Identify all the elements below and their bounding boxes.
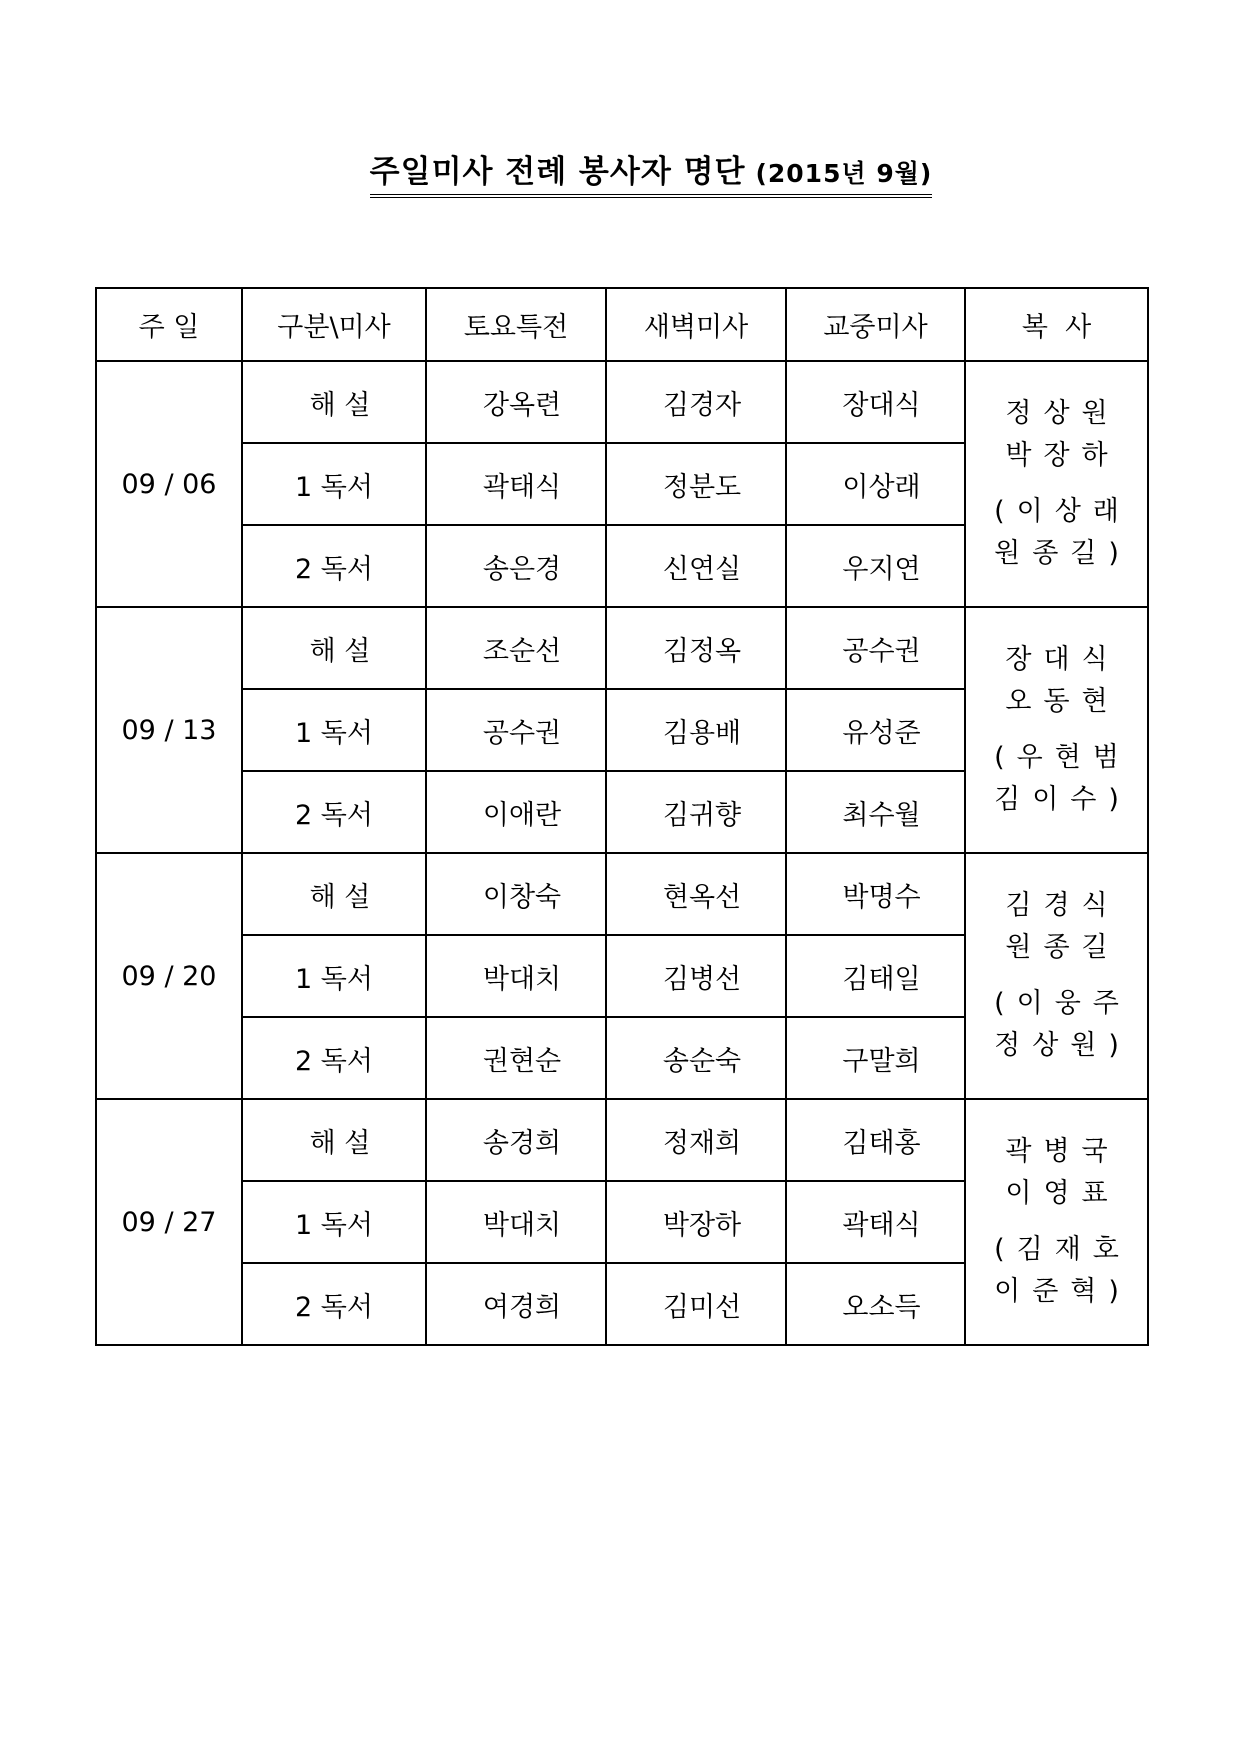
main-mass-reader: 최수월	[786, 771, 965, 853]
main-mass-reader: 공수권	[786, 607, 965, 689]
table-row	[96, 361, 1148, 443]
main-mass-reader: 오소득	[786, 1263, 965, 1345]
week-date: 09 / 27	[96, 1099, 242, 1345]
title-year: (2015년 9월)	[755, 159, 933, 188]
week-date: 09 / 06	[96, 361, 242, 607]
server-gap	[966, 477, 1147, 491]
main-mass-reader: 이상래	[786, 443, 965, 525]
dawn-mass-reader: 정분도	[606, 443, 786, 525]
saturday-mass-reader: 송은경	[426, 525, 606, 607]
altar-server-name: 이준혁)	[994, 1276, 1131, 1307]
roster-table	[95, 287, 1149, 1346]
header-week: 주 일	[96, 288, 242, 361]
altar-server-name: (우현범	[994, 742, 1131, 773]
saturday-mass-reader: 조순선	[426, 607, 606, 689]
altar-server-name: 김이수)	[994, 784, 1131, 815]
roster-body	[96, 361, 1148, 1345]
dawn-mass-reader: 신연실	[606, 525, 786, 607]
dawn-mass-reader: 김미선	[606, 1263, 786, 1345]
altar-server-name: 정상원)	[994, 1030, 1131, 1061]
dawn-mass-reader: 김귀향	[606, 771, 786, 853]
week-date: 09 / 13	[96, 607, 242, 853]
server-gap	[966, 723, 1147, 737]
dawn-mass-reader: 박장하	[606, 1181, 786, 1263]
main-mass-reader: 박명수	[786, 853, 965, 935]
main-mass-reader: 우지연	[786, 525, 965, 607]
altar-server-name: 장대식	[1005, 644, 1120, 675]
altar-server-name: 박장하	[1005, 440, 1120, 471]
dawn-mass-reader: 현옥선	[606, 853, 786, 935]
role-cell: 2 독서	[242, 1263, 426, 1345]
header-altar-servers: 복 사	[965, 288, 1148, 361]
altar-server-name: 원종길	[1005, 932, 1120, 963]
saturday-mass-reader: 공수권	[426, 689, 606, 771]
role-cell: 1 독서	[242, 443, 426, 525]
saturday-mass-reader: 이창숙	[426, 853, 606, 935]
table-row	[96, 607, 1148, 689]
dawn-mass-reader: 정재희	[606, 1099, 786, 1181]
main-mass-reader: 유성준	[786, 689, 965, 771]
altar-server-name: 이영표	[1005, 1178, 1120, 1209]
dawn-mass-reader: 김용배	[606, 689, 786, 771]
table-row	[96, 853, 1148, 935]
header-category: 구분\미사	[242, 288, 426, 361]
main-mass-reader: 구말희	[786, 1017, 965, 1099]
saturday-mass-reader: 박대치	[426, 1181, 606, 1263]
saturday-mass-reader: 강옥련	[426, 361, 606, 443]
altar-server-name: (이웅주	[994, 988, 1131, 1019]
header-dawn-mass: 새벽미사	[606, 288, 786, 361]
main-mass-reader: 곽태식	[786, 1181, 965, 1263]
main-mass-reader: 김태홍	[786, 1099, 965, 1181]
dawn-mass-reader: 김병선	[606, 935, 786, 1017]
altar-servers-cell	[965, 607, 1148, 853]
server-gap	[966, 1215, 1147, 1229]
altar-server-name: 오동현	[1005, 686, 1120, 717]
role-cell: 해 설	[242, 1099, 426, 1181]
week-date: 09 / 20	[96, 853, 242, 1099]
role-cell: 2 독서	[242, 525, 426, 607]
title-text: 주일미사 전례 봉사자 명단	[369, 154, 746, 190]
title-container	[0, 146, 1240, 198]
header-main-mass: 교중미사	[786, 288, 965, 361]
altar-server-name: 정상원	[1005, 398, 1120, 429]
saturday-mass-reader: 이애란	[426, 771, 606, 853]
dawn-mass-reader: 김정옥	[606, 607, 786, 689]
altar-servers-cell	[965, 853, 1148, 1099]
table-row	[96, 1099, 1148, 1181]
dawn-mass-reader: 송순숙	[606, 1017, 786, 1099]
altar-server-name: (김재호	[994, 1234, 1131, 1265]
header-saturday-mass: 토요특전	[426, 288, 606, 361]
role-cell: 2 독서	[242, 771, 426, 853]
altar-server-name: (이상래	[994, 496, 1131, 527]
dawn-mass-reader: 김경자	[606, 361, 786, 443]
role-cell: 해 설	[242, 607, 426, 689]
altar-servers-cell	[965, 1099, 1148, 1345]
role-cell: 1 독서	[242, 689, 426, 771]
saturday-mass-reader: 박대치	[426, 935, 606, 1017]
main-mass-reader: 김태일	[786, 935, 965, 1017]
role-cell: 1 독서	[242, 1181, 426, 1263]
altar-server-name: 곽병국	[1005, 1136, 1120, 1167]
role-cell: 해 설	[242, 361, 426, 443]
page-title	[370, 146, 933, 198]
saturday-mass-reader: 곽태식	[426, 443, 606, 525]
header-row	[96, 288, 1148, 361]
server-gap	[966, 969, 1147, 983]
role-cell: 1 독서	[242, 935, 426, 1017]
role-cell: 2 독서	[242, 1017, 426, 1099]
altar-server-name: 김경식	[1005, 890, 1120, 921]
altar-server-name: 원종길)	[994, 538, 1131, 569]
altar-servers-cell	[965, 361, 1148, 607]
saturday-mass-reader: 권현순	[426, 1017, 606, 1099]
main-mass-reader: 장대식	[786, 361, 965, 443]
role-cell: 해 설	[242, 853, 426, 935]
saturday-mass-reader: 송경희	[426, 1099, 606, 1181]
saturday-mass-reader: 여경희	[426, 1263, 606, 1345]
